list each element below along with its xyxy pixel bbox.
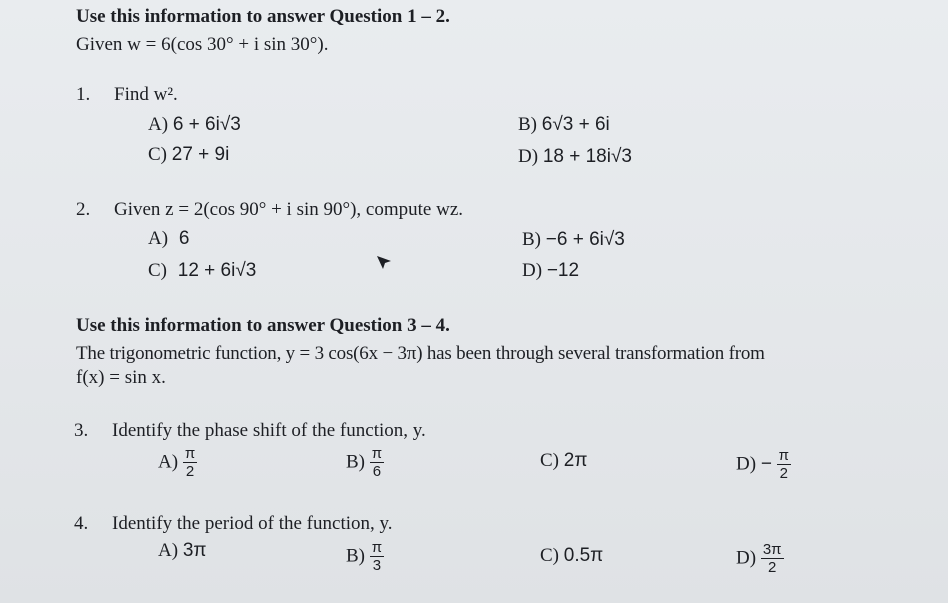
q3-number: 3. xyxy=(74,420,89,441)
option-letter: A) xyxy=(148,114,169,135)
option-letter: C) xyxy=(148,260,167,281)
mouse-pointer-icon xyxy=(374,252,394,272)
option-letter: B) xyxy=(346,545,365,567)
q2-number: 2. xyxy=(76,199,91,220)
fraction-denominator: 6 xyxy=(372,463,382,480)
option-value: 12 + 6i√3 xyxy=(177,260,257,281)
q3-option-c[interactable] xyxy=(540,450,587,472)
option-letter: D) xyxy=(522,260,543,281)
q1-prompt: Find w². xyxy=(114,84,178,105)
q1-number: 1. xyxy=(76,84,91,105)
option-value: 3π xyxy=(182,540,207,561)
option-letter: D) xyxy=(518,146,539,167)
option-letter: D) xyxy=(736,547,757,569)
fraction-denominator: 2 xyxy=(779,465,789,482)
q4-option-b[interactable] xyxy=(346,540,384,573)
option-value: 6 xyxy=(178,228,190,249)
q2-option-a[interactable] xyxy=(148,228,189,250)
option-value: 2π xyxy=(563,450,588,471)
fraction-denominator: 2 xyxy=(767,559,777,576)
q2-option-d[interactable] xyxy=(522,260,579,282)
option-value: 6√3 + 6i xyxy=(541,114,610,135)
option-letter: C) xyxy=(540,450,559,471)
q2-option-b[interactable] xyxy=(522,229,625,251)
fraction xyxy=(183,446,197,479)
option-letter: B) xyxy=(518,114,537,135)
section1-given: Given w = 6(cos 30° + i sin 30°). xyxy=(76,34,329,55)
q4-option-c[interactable] xyxy=(540,545,603,567)
fraction xyxy=(370,540,384,573)
q1-option-d[interactable] xyxy=(518,146,632,168)
option-letter: B) xyxy=(346,451,365,473)
q3-prompt: Identify the phase shift of the function, y. xyxy=(112,420,426,441)
option-letter: A) xyxy=(148,228,169,249)
fraction-numerator: π xyxy=(778,447,790,464)
option-value: −12 xyxy=(546,260,580,281)
fraction-numerator: π xyxy=(184,445,196,462)
option-letter: D) xyxy=(736,453,757,475)
option-letter: A) xyxy=(158,540,179,561)
fraction xyxy=(761,542,784,575)
option-value: 27 + 9i xyxy=(171,144,230,165)
section1-header: Use this information to answer Question 1 – 2. xyxy=(76,6,450,27)
fraction-denominator: 2 xyxy=(185,463,195,480)
fraction xyxy=(777,448,791,481)
q4-option-a[interactable] xyxy=(158,540,207,562)
q3-option-d[interactable] xyxy=(736,448,791,481)
q4-prompt: Identify the period of the function, y. xyxy=(112,513,393,534)
section2-line1: The trigonometric function, y = 3 cos(6x − 3π) has been through several transformation from xyxy=(76,343,765,364)
q1-option-c[interactable] xyxy=(148,144,229,166)
q2-option-c[interactable] xyxy=(148,260,256,282)
fraction xyxy=(370,446,384,479)
fraction-numerator: 3π xyxy=(762,541,782,558)
fraction-numerator: π xyxy=(371,539,383,556)
option-value: 18 + 18i√3 xyxy=(542,146,632,167)
section2-line2: f(x) = sin x. xyxy=(76,367,166,388)
section2-header: Use this information to answer Question 3 – 4. xyxy=(76,315,450,336)
q4-number: 4. xyxy=(74,513,89,534)
fraction-numerator: π xyxy=(371,445,383,462)
q3-option-b[interactable] xyxy=(346,446,384,479)
option-letter: C) xyxy=(540,545,559,566)
q4-option-d[interactable] xyxy=(736,542,784,575)
option-value: 0.5π xyxy=(563,545,604,566)
q1-option-b[interactable] xyxy=(518,114,610,136)
fraction-denominator: 3 xyxy=(372,557,382,574)
option-value: 6 + 6i√3 xyxy=(172,114,241,135)
q1-option-a[interactable] xyxy=(148,114,241,136)
q3-option-a[interactable] xyxy=(158,446,197,479)
option-letter: B) xyxy=(522,229,541,250)
minus-sign: − xyxy=(760,453,772,475)
option-letter: C) xyxy=(148,144,167,165)
option-value: −6 + 6i√3 xyxy=(545,229,625,250)
option-letter: A) xyxy=(158,451,179,473)
q2-prompt: Given z = 2(cos 90° + i sin 90°), compute wz. xyxy=(114,199,464,220)
